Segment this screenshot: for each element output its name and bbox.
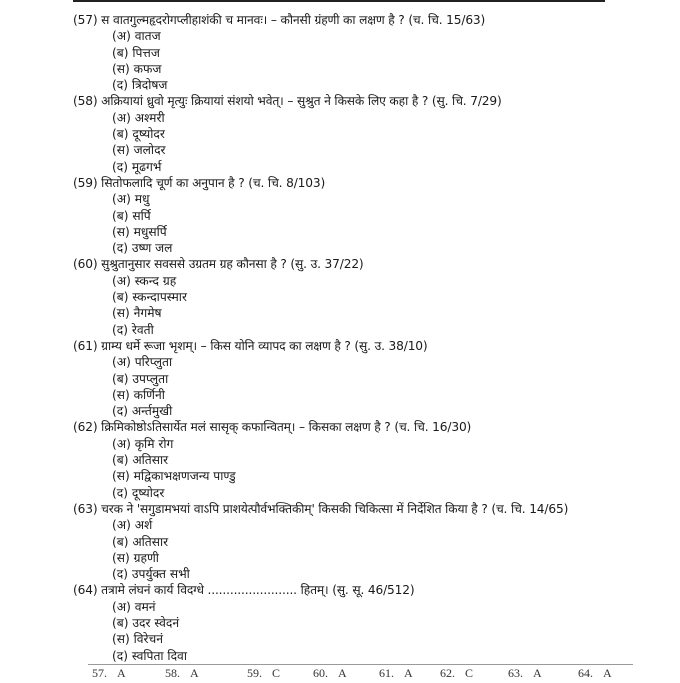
option-c: (स) ग्रहणी	[112, 550, 159, 565]
question-stem: स वातगुल्महृदरोगप्लीहाशंकी च मानवः। – कौनसी ग्रंहणी का लक्षण है ? (च. चि. 15/63)	[101, 13, 486, 27]
answer-62	[440, 666, 473, 681]
option-a: (अ) कृमि रोग	[112, 436, 174, 451]
question-57	[73, 12, 643, 93]
question-number: (59)	[73, 175, 98, 190]
question-63	[73, 501, 643, 582]
option-d: (द) अर्न्तमुखी	[112, 404, 173, 419]
option-c: (स) कफज	[112, 61, 162, 76]
question-stem: चरक ने 'सगुडामभयां वाऽपि प्राशयेत्पौर्वभक्तिकीम्' किसकी चिकित्सा में निर्देशित किया है ? (च. चि. 14/65)	[101, 501, 569, 516]
answer-58	[165, 666, 199, 681]
option-c: (स) कर्णिनी	[112, 387, 165, 402]
option-a: (अ) मधु	[112, 192, 150, 207]
option-b: (ब) सर्पि	[112, 208, 151, 223]
answer-letter: A	[190, 666, 199, 680]
option-a: (अ) स्कन्द ग्रह	[112, 273, 177, 288]
option-a: (अ) वमनं	[112, 599, 156, 614]
option-b: (ब) स्कन्दापस्मार	[112, 290, 187, 305]
option-d: (द) रेवती	[112, 322, 154, 337]
answer-number: 59.	[247, 666, 262, 680]
question-number: (57)	[73, 13, 98, 27]
answer-61	[379, 666, 413, 681]
question-59	[73, 175, 643, 256]
answer-number: 57.	[92, 666, 107, 680]
answer-letter: A	[404, 666, 413, 680]
option-a: (अ) अश्मरी	[112, 110, 165, 125]
answer-63	[508, 666, 542, 681]
question-text	[73, 419, 643, 435]
question-text	[73, 93, 643, 109]
question-62	[73, 419, 643, 500]
question-number: (64)	[73, 583, 98, 598]
option-b: (ब) अतिसार	[112, 534, 169, 549]
option-a: (अ) परिप्लुता	[112, 355, 173, 370]
answer-number: 58.	[165, 666, 180, 680]
question-stem: अक्रियायां ध्रुवो मृत्युः क्रियायां संशयो भवेत्। – सुश्रुत ने किसके लिए कहा है ? (सु. चि. 7/29)	[101, 94, 502, 109]
option-a: (अ) वातज	[112, 29, 161, 44]
option-c: (स) मद्विकाभक्षणजन्य पाण्डु	[112, 469, 236, 484]
option-b: (ब) उपप्लुता	[112, 371, 169, 386]
question-number: (58)	[73, 94, 98, 109]
option-d: (द) उष्ण जल	[112, 241, 173, 256]
question-stem: ग्राम्य धर्मे रूजा भृशम्। – किस योनि व्यापद का लक्षण है ? (सु. उ. 38/10)	[101, 338, 428, 353]
answer-number: 64.	[578, 666, 593, 680]
option-c: (स) नैगमेष	[112, 306, 162, 321]
answer-key-divider	[88, 664, 633, 665]
option-b: (ब) उदर स्वेदनं	[112, 615, 180, 630]
option-d: (द) दूष्योदर	[112, 485, 165, 500]
option-b: (ब) अतिसार	[112, 453, 169, 468]
question-stem: तत्रामे लंघनं कार्य विदग्धे ........................ हितम्। (सु. सू. 46/512)	[101, 583, 415, 598]
question-61	[73, 338, 643, 419]
question-list	[73, 12, 643, 664]
option-b: (ब) दूष्योदर	[112, 127, 165, 142]
answer-letter: A	[533, 666, 542, 680]
question-text	[73, 175, 643, 191]
answer-59	[247, 666, 280, 681]
answer-57	[92, 666, 126, 681]
question-number: (60)	[73, 257, 98, 272]
answer-letter: C	[465, 666, 474, 680]
option-c: (स) मधुसर्पि	[112, 224, 167, 239]
question-stem: सितोफलादि चूर्ण का अनुपान है ? (च. चि. 8/103)	[101, 175, 326, 190]
answer-letter: A	[338, 666, 347, 680]
answer-letter: A	[117, 666, 126, 680]
answer-number: 62.	[440, 666, 455, 680]
question-text	[73, 256, 643, 272]
question-number: (63)	[73, 501, 98, 516]
question-text	[73, 582, 643, 598]
question-stem: सुश्रुतानुसार सवससे उग्रतम ग्रह कौनसा है ? (सु. उ. 37/22)	[101, 257, 364, 272]
option-d: (द) स्वपिता दिवा	[112, 648, 187, 663]
question-number: (61)	[73, 338, 98, 353]
answer-letter: A	[603, 666, 612, 680]
answer-64	[578, 666, 612, 681]
question-64	[73, 582, 643, 663]
answer-number: 63.	[508, 666, 523, 680]
question-text	[73, 338, 643, 354]
question-text	[73, 12, 643, 28]
option-a: (अ) अर्श	[112, 518, 153, 533]
answer-number: 60.	[313, 666, 328, 680]
option-d: (द) उपर्युक्त सभी	[112, 567, 190, 582]
question-58	[73, 93, 643, 174]
answer-60	[313, 666, 347, 681]
option-d: (द) त्रिदोषज	[112, 78, 168, 93]
option-d: (द) मूढगर्भ	[112, 159, 162, 174]
option-b: (ब) पित्तज	[112, 45, 160, 60]
question-number: (62)	[73, 420, 98, 435]
question-text	[73, 501, 643, 517]
option-c: (स) विरेचनं	[112, 632, 164, 647]
option-c: (स) जलोदर	[112, 143, 166, 158]
answer-letter: C	[272, 666, 281, 680]
top-rule	[73, 0, 605, 2]
question-60	[73, 256, 643, 337]
question-stem: क्रिमिकोष्ठोऽतिसार्येत मलं सासृक् कफान्वितम्। – किसका लक्षण है ? (च. चि. 16/30)	[101, 420, 472, 435]
answer-key	[92, 666, 652, 682]
answer-number: 61.	[379, 666, 394, 680]
